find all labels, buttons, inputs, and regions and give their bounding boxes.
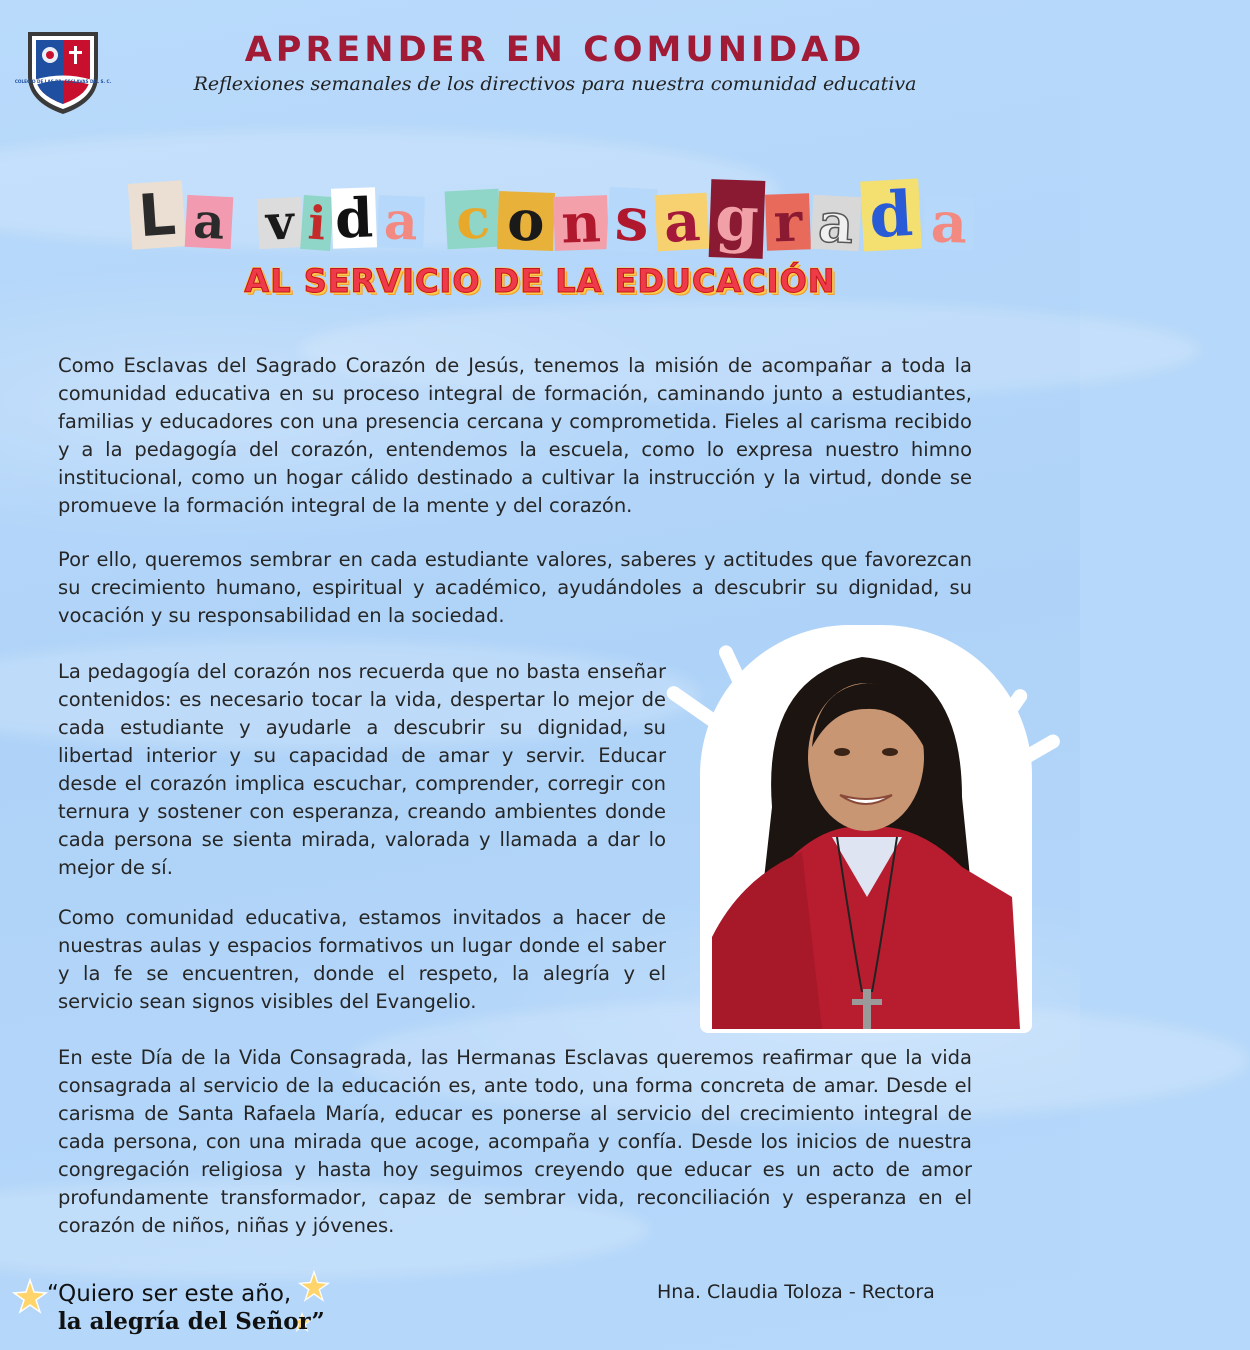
- quote-line-2: la alegría del Señor”: [58, 1308, 325, 1335]
- letter-tile: g: [709, 179, 766, 259]
- portrait-photo: [712, 637, 1020, 1029]
- letter-tile: c: [445, 189, 502, 250]
- body-paragraph: La pedagogía del corazón nos recuerda que no basta enseñar contenidos: es necesario tocar la vida, despertar lo mejor de cada estudiante y ayudarle a descubrir su dignidad, su libertad interior y su capacidad de amar y servir. Educar desde el corazón implica escuchar, comprender, corregir con ternura y sostener con esperanza, creando ambientes donde cada persona se sienta mirada, valorada y llamada a dar lo mejor de sí.: [58, 660, 666, 879]
- svg-text:COLEGIO DE LAS RR. ESCLAVAS DE: COLEGIO DE LAS RR. ESCLAVAS DEL S. C.: [14, 79, 112, 84]
- letter-tile: a: [811, 195, 862, 251]
- headline-collage: [130, 178, 1000, 258]
- letter-tile: d: [860, 179, 922, 252]
- letter-tile: i: [300, 195, 334, 251]
- body-paragraph: Por ello, queremos sembrar en cada estudiante valores, saberes y actitudes que favorezcan su crecimiento humano, espiritual y académico, ayudándoles a descubrir su dignidad, su vocación y su responsabilidad en la sociedad.: [58, 548, 972, 627]
- body-paragraph: Como comunidad educativa, estamos invitados a hacer de nuestras aulas y espacios formativos un lugar donde el saber y la fe se encuentren, donde el respeto, la alegría y el servicio sean signos visibles del Evangelio.: [58, 906, 666, 1013]
- signature: Hna. Claudia Toloza - Rectora: [657, 1281, 935, 1303]
- school-crest-logo: [14, 24, 112, 116]
- body-paragraph: En este Día de la Vida Consagrada, las Hermanas Esclavas queremos reafirmar que la vida consagrada al servicio de la educación es, ante todo, una forma concreta de amar. Desde el carisma de Santa Rafaela María, educar es ponerse al servicio del crecimiento integral de cada persona, con una mirada que acoge, acompaña y confía. Desde los inicios de nuestra congregación religiosa y hasta hoy seguimos creyendo que educar es un acto de amor profundamente transformador, capaz de sembrar vida, reconciliación y esperanza en el corazón de niños, niñas y jóvenes.: [58, 1046, 972, 1237]
- letter-tile: r: [765, 193, 811, 251]
- letter-tile: n: [553, 195, 609, 251]
- headline-text: [130, 178, 131, 179]
- rectora-portrait: [700, 625, 1032, 1033]
- letter-tile: L: [128, 180, 186, 250]
- quote-line-1: “Quiero ser este año,: [47, 1281, 292, 1307]
- letter-tile: a: [377, 195, 425, 249]
- star-icon: [298, 1270, 330, 1302]
- body-paragraph: Como Esclavas del Sagrado Corazón de Jesús, tenemos la misión de acompañar a toda la comunidad educativa en su proceso integral de formación, caminando junto a estudiantes, familias y educadores con una presencia cercana y comprometida. Fieles al carisma recibido y a la pedagogía del corazón, entendemos la escuela, como lo expresa nuestro himno institucional, como un hogar cálido destinado a cultivar la instrucción y la virtud, donde se promueve la formación integral de la mente y del corazón.: [58, 354, 972, 517]
- letter-tile: a: [923, 195, 975, 251]
- star-icon: [12, 1278, 48, 1314]
- letter-tile: s: [606, 187, 657, 253]
- letter-tile: v: [257, 197, 304, 249]
- letter-tile: o: [497, 191, 555, 251]
- header-subtitle: Reflexiones semanales de los directivos para nuestra comunidad educativa: [193, 73, 917, 95]
- letter-tile: a: [185, 195, 234, 249]
- letter-tile: a: [655, 193, 710, 252]
- letter-tile: d: [331, 187, 377, 248]
- header-title: APRENDER EN COMUNIDAD: [244, 30, 866, 70]
- headline-subtitle: AL SERVICIO DE LA EDUCACIÓN: [244, 262, 836, 300]
